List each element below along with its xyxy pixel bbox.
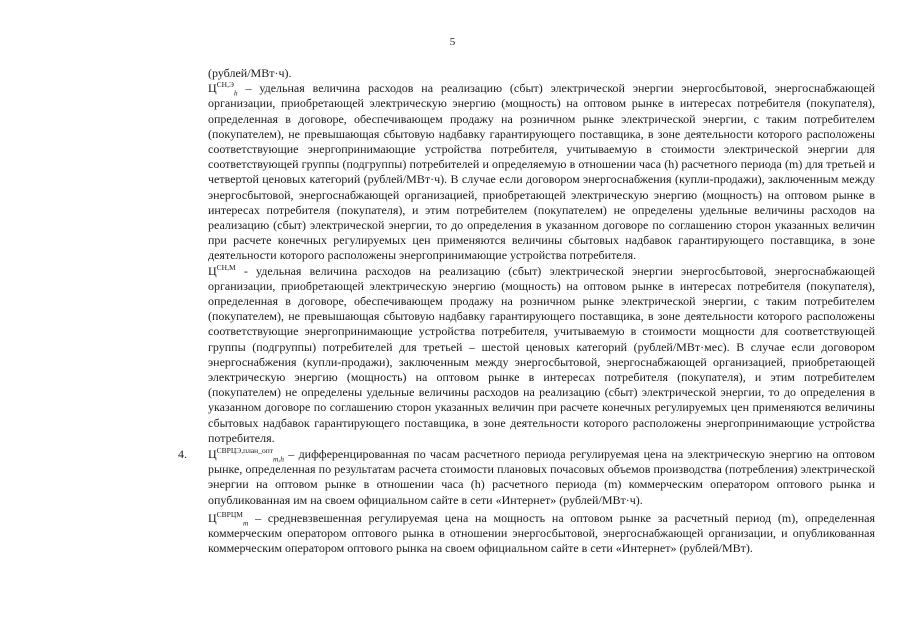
definition-text: – дифференцированная по часам расчетного периода регулируемая цена на электрическую энергию на оптовом рынке, определенная по результатам расчета стоимости плановых почасовых объемов производства (потребления) электрической энергии на оптовом рынке в отношении часа (h) расчетного периода (m) коммерческим оператором оптового рынка и опубликованная им на своем официальном сайте в сети «Интернет» (рублей/МВт·ч). bbox=[208, 447, 875, 507]
symbol-c-svrce: $Ц^{СВРЦЭ,план\_опт}_{m,h}$ bbox=[208, 446, 285, 464]
definition-retail-capacity-markup bbox=[208, 264, 875, 446]
symbol-c-sn-m: $Ц^{СН,М}$ bbox=[208, 262, 236, 278]
intro-unit: (рублей/МВт·ч). bbox=[208, 66, 292, 80]
definition-text: – средневзвешенная регулируемая цена на мощность на оптовом рынке за расчетный период (m), определенная коммерческим оператором оптового рынка в отношении энергосбытовой, энергоснабжающей организации, и опубликованная коммерческим оператором оптового рынка на своем официальном сайте в сети «Интернет» (рублей/МВт). bbox=[208, 510, 875, 556]
symbol-c-sn-e: $Ц^{СН,Э}_h$ bbox=[208, 80, 238, 98]
definition-text: – удельная величина расходов на реализацию (сбыт) электрической энергии энергосбытовой, энергоснабжающей организации, приобретающей электрическую энергию (мощность) на оптовом рынке в интересах потребителя (покупателя), определенная в договоре, обеспечивающем продажу на розничном рынке электрической энергии, с таким потребителем (покупателем), не превышающая сбытовую надбавку гарантирующего поставщика, в зоне деятельности которого расположены соответствующие энергопринимающие устройства потребителя, учитываемую в стоимости электрической энергии для соответствующей группы (подгруппы) потребителей и определяемую в отношении часа (h) расчетного периода (m) для третьей и четвертой ценовых категорий (рублей/МВт·ч). В случае если договором энергоснабжения (купли-продажи), заключенным между энергосбытовой, энергоснабжающей организацией, приобретающей электрическую энергию (мощность) на оптовом рынке в интересах потребителя (покупателя), и этим потребителем (покупателем) не определены удельные величины расходов на реализацию (сбыт) электрической энергии, то до определения в указанном договоре по соглашению сторон указанных величин при расчете конечных регулируемых цен применяются величины сбытовых надбавок гарантирующего поставщика, в зоне деятельности которого расположены энергопринимающие устройства потребителя. bbox=[208, 81, 875, 263]
definition-retail-energy-markup bbox=[208, 81, 875, 263]
item-number: 4. bbox=[178, 447, 187, 462]
page-number: 5 bbox=[449, 36, 456, 48]
numbered-item-4 bbox=[178, 446, 875, 508]
definition-text: - удельная величина расходов на реализацию (сбыт) электрической энергии энергосбытовой, энергоснабжающей организации, приобретающей электрическую энергию (мощность) на оптовом рынке в интересах потребителя (покупателя), определенная в договоре, обеспечивающем продажу на розничном рынке электрической энергии, с таким потребителем (покупателем), не превышающая сбытовую надбавку гарантирующего поставщика, в зоне деятельности которого расположены соответствующие энергопринимающие устройства потребителя, учитываемую в стоимости мощности для соответствующей группы (подгруппы) потребителей для третьей – шестой ценовых категорий (рублей/МВт·мес). В случае если договором энергоснабжения (купли-продажи), заключенным между энергосбытовой, энергоснабжающей организацией, приобретающей электрическую энергию (мощность) на оптовом рынке в интересах потребителя (покупателя), и этим потребителем (покупателем) не определены удельные величины расходов на реализацию (сбыт) электрической энергии, то до определения в указанном договоре по соглашению сторон указанных величин при расчете конечных регулируемых цен применяются величины сбытовых надбавок гарантирующего поставщика, в зоне деятельности которого расположены энергопринимающие устройства потребителя. bbox=[208, 263, 875, 445]
definition-hourly-wholesale-price bbox=[208, 447, 875, 508]
definition-weighted-capacity-price bbox=[208, 511, 875, 557]
document-body bbox=[178, 66, 875, 557]
symbol-c-svrcm: $Ц^{СВРЦМ}_m$ bbox=[208, 509, 249, 528]
